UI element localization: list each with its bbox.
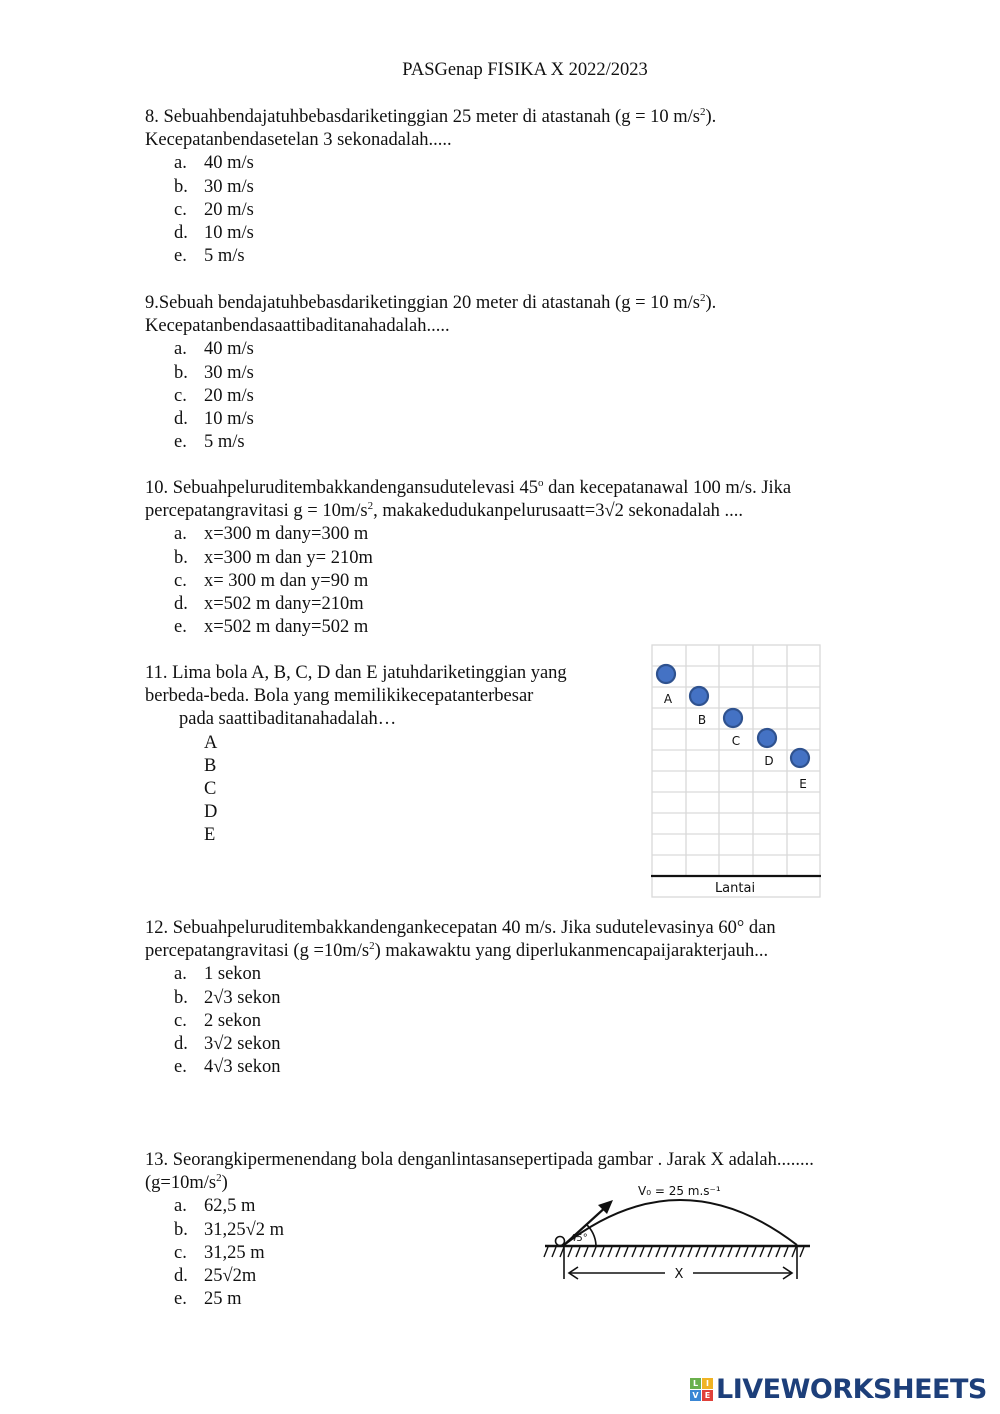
stem-text: ) <box>221 1173 228 1194</box>
option-e[interactable] <box>145 824 567 847</box>
stem-text: 9.Sebuah bendajatuhbebasdariketinggian 20 meter di atastanah (g = 10 m/s <box>145 293 700 313</box>
option-text: 62,5 m <box>204 1196 256 1217</box>
superscript: 2 <box>700 292 706 304</box>
ball-e-icon <box>791 749 809 767</box>
superscript: 2 <box>367 500 374 513</box>
option-letter: d. <box>174 222 188 243</box>
option-b[interactable] <box>145 547 791 570</box>
ball-label-e: E <box>799 777 807 791</box>
grid-lines <box>652 645 820 897</box>
option-text: 10 m/s <box>204 222 254 243</box>
logo-tiles-icon <box>690 1378 713 1401</box>
option-letter: b. <box>174 176 188 197</box>
option-letter: d. <box>174 1033 188 1054</box>
option-a[interactable] <box>145 338 716 361</box>
option-text: 40 m/s <box>204 339 254 360</box>
option-letter: a. <box>174 339 187 360</box>
ground-hatching <box>544 1247 804 1257</box>
option-text: 31,25 m <box>204 1242 265 1263</box>
option-letter: e. <box>174 1289 187 1310</box>
option-letter: c. <box>174 570 187 591</box>
option-letter: e. <box>174 1057 187 1078</box>
floor-label: Lantai <box>714 881 756 896</box>
ball-a-icon <box>657 665 675 683</box>
superscript: o <box>538 477 544 489</box>
option-letter: e. <box>174 246 187 267</box>
option-letter: b. <box>174 1219 188 1240</box>
option-letter: d. <box>174 408 188 429</box>
trajectory-arc <box>564 1200 797 1245</box>
option-text: x=300 m dan y= 210m <box>204 547 373 568</box>
stem-text: percepatangravitasi (g =10m/s <box>145 941 370 962</box>
question-stem-line2: Kecepatanbendasetelan 3 sekonadalah..... <box>145 130 452 151</box>
option-letter: c. <box>174 385 187 406</box>
option-text: 31,25√2 m <box>204 1219 285 1240</box>
option-text: 1 sekon <box>204 964 262 985</box>
angle-label: 45° <box>570 1233 588 1244</box>
superscript: 2 <box>216 1172 222 1185</box>
ball-d-icon <box>758 729 776 747</box>
question-9 <box>145 292 716 454</box>
option-text: 2√3 sekon <box>204 987 281 1008</box>
question-8 <box>145 106 716 268</box>
question-stem-line3: pada saattibaditanahadalah… <box>179 709 397 730</box>
question-stem-line2: berbeda-beda. Bola yang memilikikecepatanterbesar <box>145 686 534 707</box>
grid-diagram <box>651 644 821 898</box>
option-text: 5 m/s <box>204 246 245 267</box>
stem-text: percepatangravitasi g = 10m/s <box>145 501 368 522</box>
question-stem <box>145 292 716 315</box>
option-letter: b. <box>174 547 188 568</box>
ball-label-a: A <box>663 692 673 706</box>
stem-text: ). <box>705 293 717 313</box>
option-e[interactable] <box>145 245 716 268</box>
stem-text: , makakedudukanpelurusaatt=3√2 sekonadalah .... <box>373 501 744 522</box>
logo-tile-i: I <box>702 1378 713 1389</box>
option-text: 4√3 sekon <box>204 1057 281 1078</box>
ball-b-icon <box>690 687 708 705</box>
option-c[interactable] <box>145 385 716 408</box>
option-d[interactable] <box>145 1033 776 1056</box>
option-text: E <box>204 825 216 846</box>
balls <box>657 665 809 767</box>
option-text: x= 300 m dan y=90 m <box>204 570 369 591</box>
option-b[interactable] <box>145 755 567 778</box>
velocity-label: V₀ = 25 m.s⁻¹ <box>638 1184 721 1198</box>
logo-tile-v: V <box>690 1390 701 1401</box>
falling-balls-figure <box>651 644 821 898</box>
option-c[interactable] <box>145 199 716 222</box>
question-stem: 12. Sebuahpeluruditembakkandengankecepatan 40 m/s. Jika sudutelevasinya 60° dan <box>145 918 776 938</box>
question-11 <box>145 662 567 848</box>
question-stem-line2 <box>145 940 776 963</box>
option-letter: d. <box>174 1265 188 1286</box>
question-stem-line2: Kecepatanbendasaattibaditanahadalah..... <box>145 316 450 337</box>
option-a[interactable] <box>145 523 791 546</box>
option-text: 10 m/s <box>204 408 254 429</box>
logo-tile-l: L <box>690 1378 701 1389</box>
liveworksheets-logo <box>690 1374 987 1404</box>
stem-text: 10. Sebuahpeluruditembakkandengansudutelevasi 45 <box>145 478 539 498</box>
option-e[interactable] <box>145 616 791 639</box>
option-c[interactable] <box>145 1010 776 1033</box>
ball-icon <box>556 1237 565 1246</box>
superscript: 2 <box>369 940 375 953</box>
distance-label: X <box>674 1267 684 1282</box>
option-letter: a. <box>174 964 187 985</box>
option-text: 25 m <box>204 1289 242 1310</box>
question-10 <box>145 477 791 639</box>
stem-text: dan kecepatanawal 100 m/s. Jika <box>543 478 792 498</box>
projectile-diagram <box>540 1175 815 1295</box>
logo-tile-e: E <box>702 1390 713 1401</box>
question-stem <box>145 477 791 500</box>
option-b[interactable] <box>145 987 776 1010</box>
ball-c-icon <box>724 709 742 727</box>
option-b[interactable] <box>145 176 716 199</box>
options-list <box>145 338 716 454</box>
option-a[interactable] <box>145 152 716 175</box>
option-letter: e. <box>174 617 187 638</box>
option-letter: a. <box>174 1196 187 1217</box>
option-letter: b. <box>174 987 188 1008</box>
stem-text: ). <box>705 107 717 127</box>
option-letter: c. <box>174 1242 187 1263</box>
option-c[interactable] <box>145 778 567 801</box>
page-title: PASGenap FISIKA X 2022/2023 <box>402 60 648 80</box>
option-letter: a. <box>174 153 187 174</box>
question-stem: 13. Seorangkipermenendang bola denganlintasansepertipada gambar . Jarak X adalah........ <box>145 1150 814 1170</box>
question-stem <box>145 106 716 129</box>
option-text: x=502 m dany=502 m <box>204 617 369 638</box>
option-a[interactable] <box>145 732 567 755</box>
ball-label-d: D <box>764 754 774 768</box>
option-c[interactable] <box>145 570 791 593</box>
stem-text: 8. Sebuahbendajatuhbebasdariketinggian 25 meter di atastanah (g = 10 m/s <box>145 107 700 127</box>
option-text: x=502 m dany=210m <box>204 593 364 614</box>
question-stem-line2 <box>145 500 791 523</box>
option-d[interactable] <box>145 222 716 245</box>
options-list <box>145 963 776 1079</box>
option-letter: b. <box>174 362 188 383</box>
option-text: 2 sekon <box>204 1010 262 1031</box>
option-text: 30 m/s <box>204 176 254 197</box>
option-text: C <box>204 778 217 799</box>
option-e[interactable] <box>145 431 716 454</box>
option-text: 40 m/s <box>204 153 254 174</box>
ball-label-c: C <box>731 734 741 748</box>
options-list <box>145 523 791 639</box>
option-text: 20 m/s <box>204 385 254 406</box>
option-d[interactable] <box>145 408 716 431</box>
stem-text: ) makawaktu yang diperlukanmencapaijarakterjauh... <box>374 941 769 962</box>
logo-text: LIVEWORKSHEETS <box>716 1373 987 1405</box>
option-text: 3√2 sekon <box>204 1033 281 1054</box>
option-text: 5 m/s <box>204 432 245 453</box>
option-letter: c. <box>174 1010 187 1031</box>
option-d[interactable] <box>145 593 791 616</box>
option-letter: d. <box>174 593 188 614</box>
question-12 <box>145 917 776 1079</box>
stem-text: (g=10m/s <box>145 1173 217 1194</box>
option-text: x=300 m dany=300 m <box>204 524 369 545</box>
option-letter: c. <box>174 199 187 220</box>
ball-label-b: B <box>697 713 707 727</box>
projectile-figure <box>540 1175 815 1295</box>
option-b[interactable] <box>145 362 716 385</box>
option-letter: a. <box>174 524 187 545</box>
option-text: 30 m/s <box>204 362 254 383</box>
option-a[interactable] <box>145 963 776 986</box>
option-text: D <box>204 802 218 823</box>
option-text: 25√2m <box>204 1265 257 1286</box>
question-stem: 11. Lima bola A, B, C, D dan E jatuhdariketinggian yang <box>145 663 567 683</box>
options-list <box>145 152 716 268</box>
superscript: 2 <box>700 106 706 118</box>
option-e[interactable] <box>145 1056 776 1079</box>
option-text: 20 m/s <box>204 199 254 220</box>
options-list <box>145 732 567 848</box>
option-text: B <box>204 755 217 776</box>
option-d[interactable] <box>145 801 567 824</box>
option-letter: e. <box>174 432 187 453</box>
option-text: A <box>204 732 218 753</box>
